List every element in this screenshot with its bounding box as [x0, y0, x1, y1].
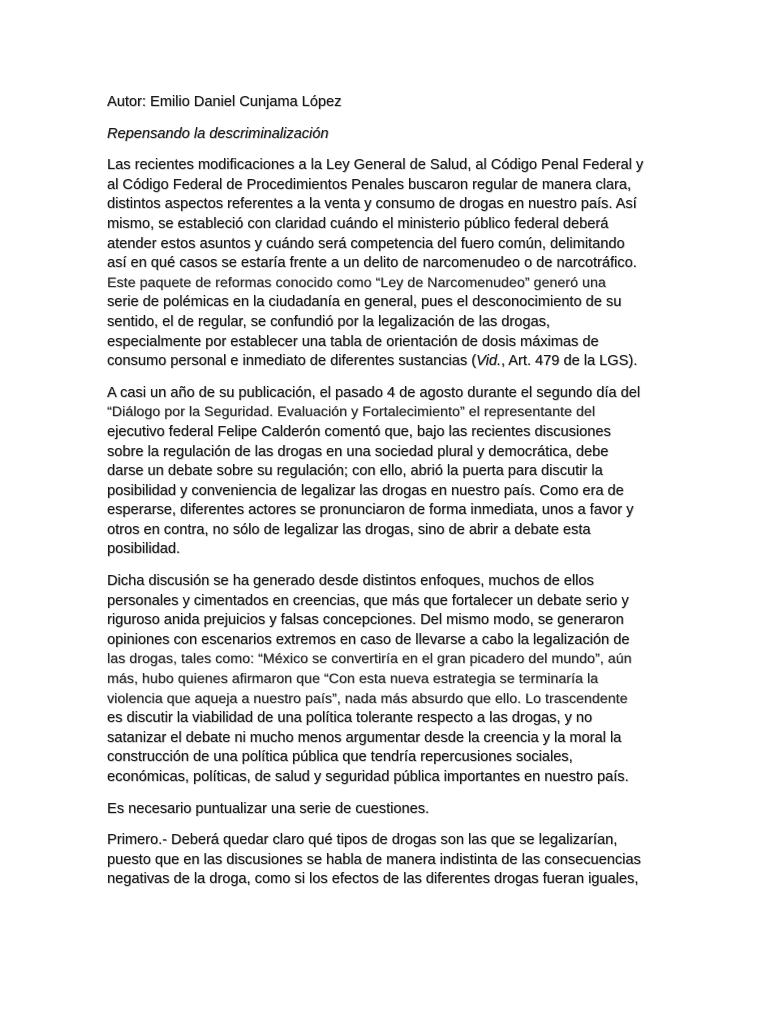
text-line: riguroso anida prejuicios y falsas concepciones. Del mismo modo, se generaron — [107, 612, 624, 629]
paragraph-3 — [107, 572, 662, 788]
text-line: puesto que en las discusiones se habla de manera indistinta de las consecuencias — [107, 851, 641, 868]
text-line: ejecutivo federal Felipe Calderón comentó que, bajo las recientes discusiones — [107, 423, 611, 440]
paragraph-1 — [107, 156, 662, 372]
text-line: Este paquete de reformas conocido como “Ley de Narcomenudeo” generó una — [107, 274, 606, 291]
text-line: Las recientes modificaciones a la Ley General de Salud, al Código Penal Federal y — [107, 157, 644, 174]
text-line: especialmente por establecer una tabla de orientación de dosis máximas de — [107, 333, 599, 350]
text-line: posibilidad y conveniencia de legalizar las drogas en nuestro país. Como era de — [107, 482, 624, 499]
paragraph-2 — [107, 384, 662, 560]
citation-after: , Art. 479 de la LGS). — [501, 353, 638, 370]
text-line: negativas de la droga, como si los efectos de las diferentes drogas fueran iguales, — [107, 871, 639, 888]
text-line-citation — [107, 352, 662, 372]
text-line: “Diálogo por la Seguridad. Evaluación y Fortalecimiento” el representante del — [107, 404, 596, 421]
text-line: así en qué casos se estaría frente a un delito de narcomenudeo o de narcotráfico. — [107, 255, 637, 272]
text-line: satanizar el debate ni mucho menos argumentar desde la creencia y la moral la — [107, 729, 622, 746]
document-title: Repensando la descriminalización — [107, 125, 329, 142]
text-line: las drogas, tales como: “México se convertiría en el gran picadero del mundo”, aún — [107, 651, 632, 668]
paragraph-5 — [107, 831, 662, 890]
text-line: personales y cimentados en creencias, que más que fortalecer un debate serio y — [107, 592, 629, 609]
text-line: mismo, se estableció con claridad cuándo el ministerio público federal deberá — [107, 215, 609, 232]
text-line: otros en contra, no sólo de legalizar las drogas, sino de abrir a debate esta — [107, 521, 591, 538]
document-page — [107, 93, 662, 902]
text-line: esperarse, diferentes actores se pronunciaron de forma inmediata, unos a favor y — [107, 502, 634, 519]
text-line: es discutir la viabilidad de una política tolerante respecto a las drogas, y no — [107, 710, 593, 727]
paragraph-4 — [107, 800, 662, 820]
text-line: Primero.- Deberá quedar claro qué tipos de drogas son las que se legalizarían, — [107, 832, 618, 849]
text-line: Dicha discusión se ha generado desde distintos enfoques, muchos de ellos — [107, 573, 594, 590]
text-line: sobre la regulación de las drogas en una sociedad plural y democrática, debe — [107, 443, 609, 460]
text-line: al Código Federal de Procedimientos Penales buscaron regular de manera clara, — [107, 176, 632, 193]
citation-before: consumo personal e inmediato de diferentes sustancias ( — [107, 353, 477, 370]
text-line: opiniones con escenarios extremos en caso de llevarse a cabo la legalización de — [107, 631, 630, 648]
text-line: violencia que aqueja a nuestro país”, nada más absurdo que ello. Lo trascendente — [107, 690, 628, 707]
text-line: posibilidad. — [107, 541, 181, 558]
text-line: sentido, el de regular, se confundió por la legalización de las drogas, — [107, 313, 550, 330]
text-line: A casi un año de su publicación, el pasado 4 de agosto durante el segundo día del — [107, 384, 641, 401]
author-line: Autor: Emilio Daniel Cunjama López — [107, 94, 342, 110]
text-line: atender estos asuntos y cuándo será competencia del fuero común, delimitando — [107, 235, 625, 252]
text-line: serie de polémicas en la ciudadanía en general, pues el desconocimiento de su — [107, 294, 622, 311]
text-line: más, hubo quienes afirmaron que “Con esta nueva estrategia se terminaría la — [107, 671, 599, 688]
text-line: construcción de una política pública que tendría repercusiones sociales, — [107, 749, 573, 766]
text-line: darse un debate sobre su regulación; con ello, abrió la puerta para discutir la — [107, 463, 603, 480]
text-line: económicas, políticas, de salud y seguridad pública importantes en nuestro país. — [107, 769, 629, 785]
citation-italic: Vid. — [476, 353, 501, 370]
text-line: Es necesario puntualizar una serie de cuestiones. — [107, 800, 430, 817]
text-line: distintos aspectos referentes a la venta y consumo de drogas en nuestro país. Así — [107, 196, 637, 213]
